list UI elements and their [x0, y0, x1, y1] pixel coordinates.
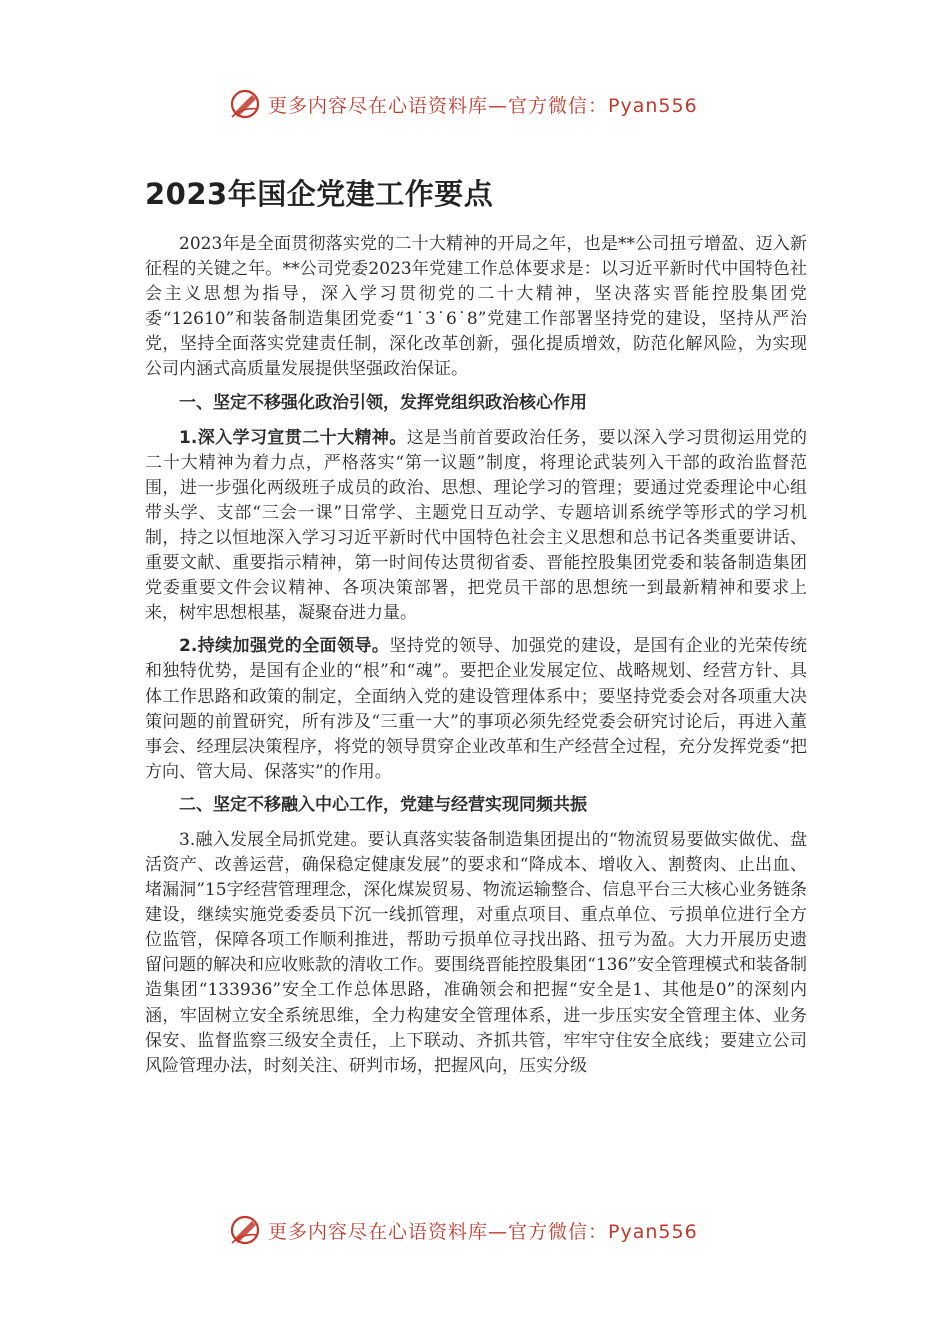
footer-banner [228, 1212, 698, 1248]
item-2-paragraph [145, 634, 807, 785]
item-2-body: 坚持党的领导、加强党的建设，是国有企业的光荣传统和独特优势，是国有企业的“根”和“魂”。要把企业发展定位、战略规划、经营方针、具体工作思路和政策的制定，全面纳入党的建设管理体系中；要坚持党委会对各项重大决策问题的前置研究，所有涉及“三重一大”的事项必须先经党委会研究讨论后，再进入董事会、经理层决策程序，将党的领导贯穿企业改革和生产经营全过程，充分发挥党委“把方向、管大局、保落实”的作用。 [145, 636, 807, 782]
banner-text: 更多内容尽在心语资料库—官方微信：Pyan556 [268, 1220, 698, 1243]
banner-text: 更多内容尽在心语资料库—官方微信：Pyan556 [268, 94, 698, 117]
document-title: 2023年国企党建工作要点 [145, 177, 494, 211]
item-1-lead: 1.深入学习宣贯二十大精神。 [179, 427, 407, 448]
section-2-heading: 二、坚定不移融入中心工作，党建与经营实现同频共振 [179, 794, 587, 815]
intro-paragraph: 2023年是全面贯彻落实党的二十大精神的开局之年，也是**公司扭亏增盈、迈入新征程的关键之年。**公司党委2023年党建工作总体要求是：以习近平新时代中国特色社会主义思想为指导，深入学习贯彻党的二十大精神，坚决落实晋能控股集团党委“12610”和装备制造集团党委“1˙3˙6˙8”党建工作部署坚持党的建设，坚持从严治党，坚持全面落实党建责任制，深化改革创新，强化提质增效，防范化解风险，为实现公司内涵式高质量发展提供坚强政治保证。 [145, 234, 807, 380]
pen-ribbon-logo-icon [228, 87, 262, 121]
item-1-paragraph [145, 426, 807, 627]
header-banner [228, 86, 698, 122]
section-1-heading: 一、坚定不移强化政治引领，发挥党组织政治核心作用 [179, 392, 587, 413]
pen-ribbon-logo-icon [228, 1213, 262, 1247]
item-1-body: 这是当前首要政治任务，要以深入学习贯彻运用党的二十大精神为着力点，严格落实“第一议题”制度，将理论武装列入干部的政治监督范围，进一步强化两级班子成员的政治、思想、理论学习的管理；要通过党委理论中心组带头学、支部“三会一课”日常学、主题党日互动学、专题培训系统学等形式的学习机制，持之以恒地深入学习习近平新时代中国特色社会主义思想和总书记各类重要讲话、重要文献、重要指示精神，第一时间传达贯彻省委、晋能控股集团党委和装备制造集团党委重要文件会议精神、各项决策部署，把党员干部的思想统一到最新精神和要求上来，树牢思想根基，凝聚奋进力量。 [145, 427, 807, 624]
item-3-paragraph: 3.融入发展全局抓党建。要认真落实装备制造集团提出的“物流贸易要做实做优、盘活资产、改善运营，确保稳定健康发展”的要求和“降成本、增收入、割赘肉、止出血、堵漏洞”15字经营管理理念，深化煤炭贸易、物流运输整合、信息平台三大核心业务链条建设，继续实施党委委员下沉一线抓管理，对重点项目、重点单位、亏损单位进行全方位监管，保障各项工作顺利推进，帮助亏损单位寻找出路、扭亏为盈。大力开展历史遗留问题的解决和应收账款的清收工作。要围绕晋能控股集团“136”安全管理模式和装备制造集团“133936”安全工作总体思路，准确领会和把握“安全是1、其他是0”的深刻内涵，牢固树立安全系统思维，全力构建安全管理体系，进一步压实安全管理主体、业务保安、监督监察三级安全责任，上下联动、齐抓共管，牢牢守住安全底线；要建立公司风险管理办法，时刻关注、研判市场，把握风向，压实分级 [145, 829, 807, 1076]
document-body [145, 232, 807, 1087]
item-2-lead: 2.持续加强党的全面领导。 [179, 636, 390, 657]
